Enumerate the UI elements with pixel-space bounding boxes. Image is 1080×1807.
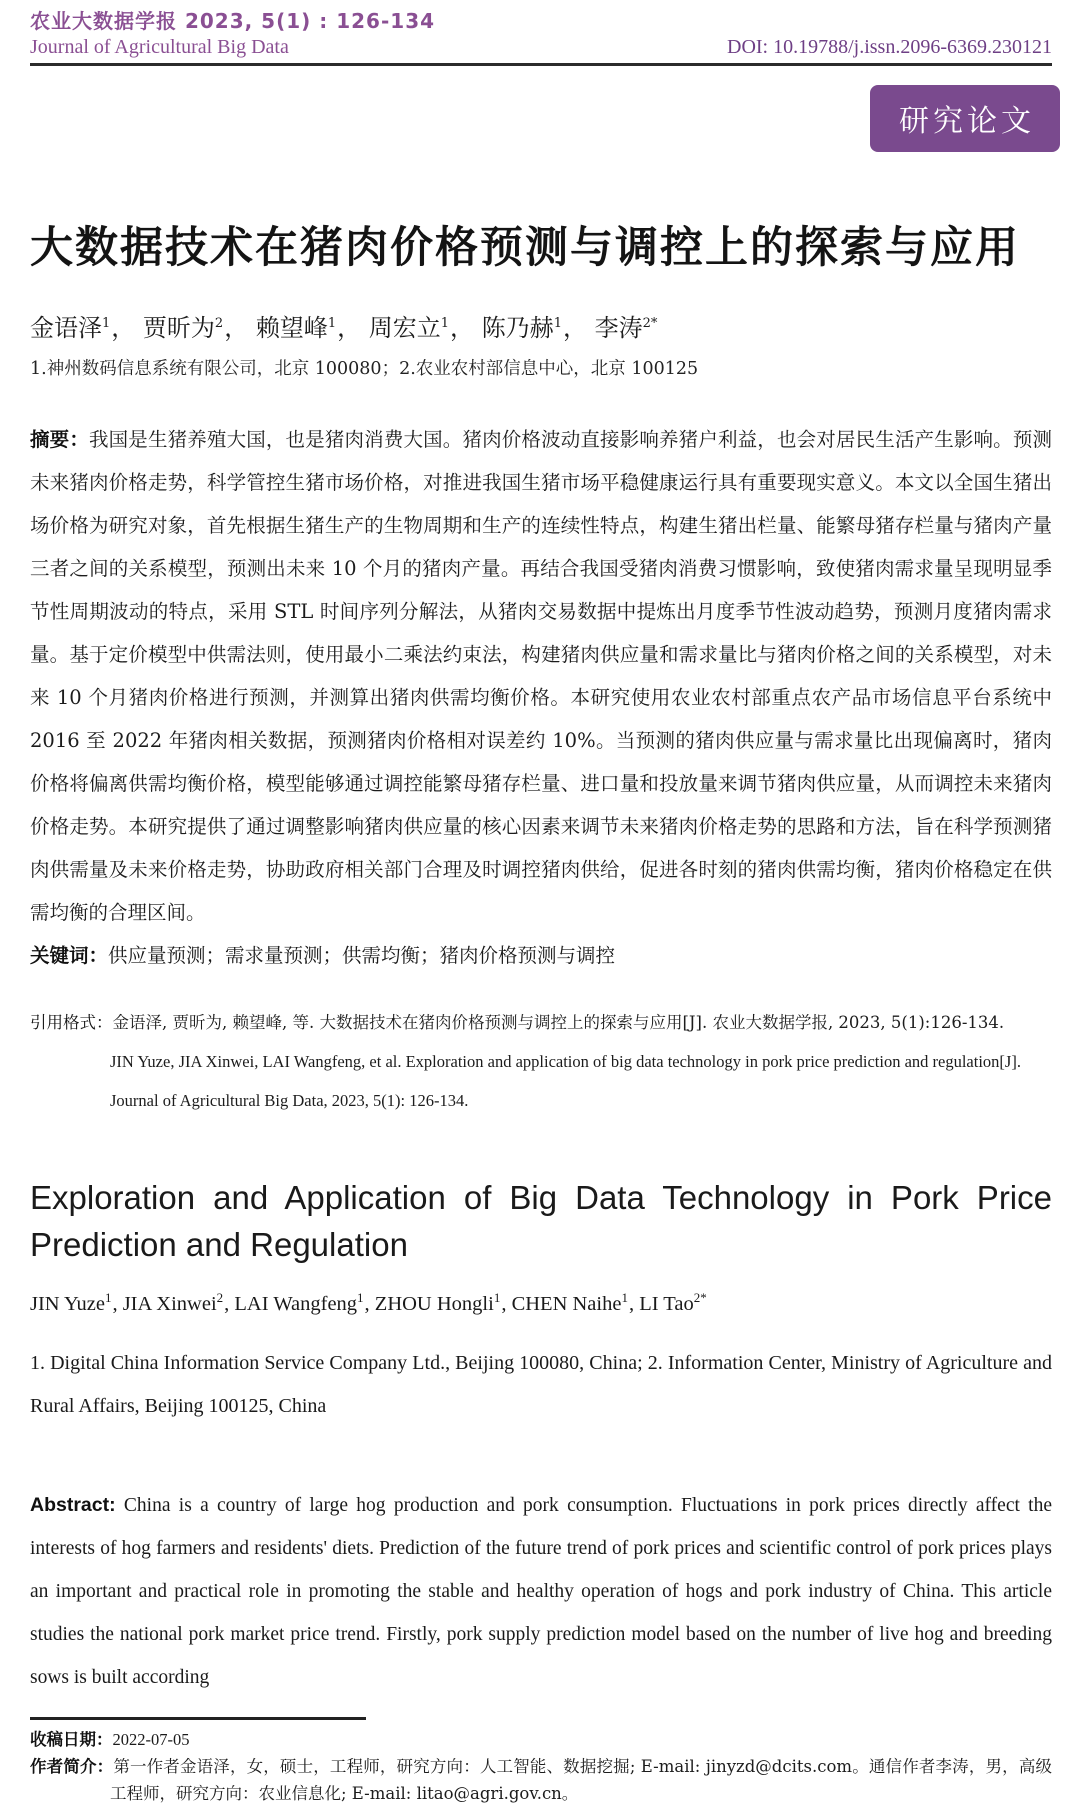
author-cn: 金语泽$^1$， <box>30 314 136 342</box>
author-affil-sup: 2 <box>214 316 224 331</box>
affiliation-cn: 1.神州数码信息系统有限公司，北京 100080；2.农业农村部信息中心，北京 100125 <box>30 359 699 379</box>
abstract-text-en: China is a country of large hog production and pork consumption. Fluctuations in pork prices directly affect the interests of hog farmers and residents' diets. Prediction of the future trend of pork prices and scientific control of pork prices plays an important and practical role in promoting the stable and healthy operation of hogs and pork industry of China. This article studies the national pork market price trend. Firstly, pork supply prediction model based on the number of live hog and breeding sows is built according <box>30 1494 1052 1688</box>
citation-label: 引用格式： <box>30 1013 113 1032</box>
authors-en <box>30 1282 1052 1320</box>
received-date-row <box>30 1727 1052 1753</box>
article-title-en: Exploration and Application of Big Data Technology in Pork Price Prediction and Regulation <box>30 1179 1052 1263</box>
journal-header <box>30 8 1052 66</box>
author-affil-sup: 2* <box>693 1290 707 1305</box>
abstract-text-cn: 我国是生猪养殖大国，也是猪肉消费大国。猪肉价格波动直接影响养猪户利益，也会对居民生活产生影响。预测未来猪肉价格走势，科学管控生猪市场价格，对推进我国生猪市场平稳健康运行具有重要现实意义。本文以全国生猪出场价格为研究对象，首先根据生猪生产的生物周期和生产的连续性特点，构建生猪出栏量、能繁母猪存栏量与猪肉产量三者之间的关系模型，预测出未来 10 个月的猪肉产量。再结合我国受猪肉消费习惯影响，致使猪肉需求量呈现明显季节性周期波动的特点，采用 STL 时间序列分解法，从猪肉交易数据中提炼出月度季节性波动趋势，预测月度猪肉需求量。基于定价模型中供需法则，使用最小二乘法约束法，构建猪肉供应量和需求量比与猪肉价格之间的关系模型，对未来 10 个月猪肉价格进行预测，并测算出猪肉供需均衡价格。本研究使用农业农村部重点农产品市场信息平台系统中 2016 至 2022 年猪肉相关数据，预测猪肉价格相对误差约 10%。当预测的猪肉供应量与需求量比出现偏离时，猪肉价格将偏离供需均衡价格，模型能够通过调控能繁母猪存栏量、进口量和投放量来调节猪肉供应量，从而调控未来猪肉价格走势。本研究提供了通过调整影响猪肉供应量的核心因素来调节未来猪肉价格走势的思路和方法，旨在科学预测猪肉供需量及未来价格走势，协助政府相关部门合理及时调控猪肉供给，促进各时刻的猪肉供需均衡，猪肉价格稳定在供需均衡的合理区间。 <box>30 428 1052 924</box>
affiliation-en: 1. Digital China Information Service Company Ltd., Beijing 100080, China; 2. Information Center, Ministry of Agriculture and Rural Affairs, Beijing 100125, China <box>30 1351 1052 1417</box>
bio-text: 第一作者金语泽，女，硕士，工程师，研究方向：人工智能、数据挖掘; E-mail: jinyzd@dcits.com。通信作者李涛，男，高级工程师，研究方向：农业信息化; E-mail: litao@agri.gov.cn。 <box>110 1756 1052 1803</box>
author-en: JIA Xinwei$^2$, <box>122 1290 235 1315</box>
author-cn: 陈乃赫$^1$， <box>481 314 587 342</box>
author-affil-sup: 1 <box>621 1290 628 1305</box>
author-cn: 赖望峰$^1$， <box>255 314 362 342</box>
author-affil-sup: 1 <box>553 316 562 331</box>
author-bio-row <box>30 1753 1052 1807</box>
author-en: LI Tao$^{2*}$ <box>639 1290 707 1315</box>
doi-text: DOI: 10.19788/j.issn.2096-6369.230121 <box>727 36 1052 58</box>
author-affil-sup: 2* <box>642 316 658 331</box>
author-affil-sup: 1 <box>327 316 337 331</box>
author-affil-sup: 1 <box>102 316 111 331</box>
author-affil-sup: 1 <box>440 316 450 331</box>
citation-block <box>30 1003 1052 1120</box>
citation-text-cn: 金语泽, 贾昕为, 赖望峰, 等. 大数据技术在猪肉价格预测与调控上的探索与应用[J]. 农业大数据学报, 2023, 5(1):126-134. <box>112 1013 1005 1032</box>
author-affil-sup: 1 <box>104 1290 112 1305</box>
author-en: ZHOU Hongli$^1$, <box>374 1290 512 1315</box>
author-affil-sup: 1 <box>493 1290 501 1305</box>
author-affil-sup: 2 <box>216 1290 224 1305</box>
author-en: LAI Wangfeng$^1$, <box>234 1290 375 1315</box>
journal-title-cn: 农业大数据学报 2023, 5(1) : 126-134 <box>30 9 436 33</box>
received-date: 2022-07-05 <box>112 1729 190 1749</box>
abstract-label-cn: 摘要： <box>30 428 89 451</box>
abstract-en <box>30 1484 1052 1699</box>
author-en: JIN Yuze$^1$, <box>30 1290 123 1315</box>
author-en: CHEN Naihe$^1$, <box>511 1290 640 1315</box>
abstract-label-en: Abstract: <box>30 1493 116 1516</box>
authors-cn <box>30 306 1052 346</box>
keywords-label-cn: 关键词： <box>30 944 109 967</box>
abstract-cn <box>30 418 1052 934</box>
journal-header-row <box>30 35 1052 59</box>
author-cn: 贾昕为$^2$， <box>142 314 249 342</box>
citation-en: JIN Yuze, JIA Xinwei, LAI Wangfeng, et al. Exploration and application of big data technology in pork price prediction and regulation[J]. Journal of Agricultural Big Data, 2023, 5(1): 126-134. <box>110 1052 1021 1110</box>
footnote-area <box>30 1717 1052 1807</box>
keywords-cn <box>30 934 1052 977</box>
author-affil-sup: 1 <box>357 1290 364 1305</box>
keywords-text-cn: 供应量预测；需求量预测；供需均衡；猪肉价格预测与调控 <box>108 944 616 967</box>
author-cn: 李涛$^{2*}$ <box>594 314 658 342</box>
received-label: 收稿日期： <box>30 1729 113 1749</box>
footnote-divider <box>30 1717 366 1720</box>
author-cn: 周宏立$^1$， <box>368 314 475 342</box>
journal-title-en: Journal of Agricultural Big Data <box>30 36 289 58</box>
header-divider <box>30 63 1052 66</box>
article-type-badge: 研究论文 <box>870 85 1060 152</box>
bio-label: 作者简介： <box>30 1756 114 1776</box>
citation-cn <box>30 1003 1052 1042</box>
article-title-cn: 大数据技术在猪肉价格预测与调控上的探索与应用 <box>30 223 1020 273</box>
